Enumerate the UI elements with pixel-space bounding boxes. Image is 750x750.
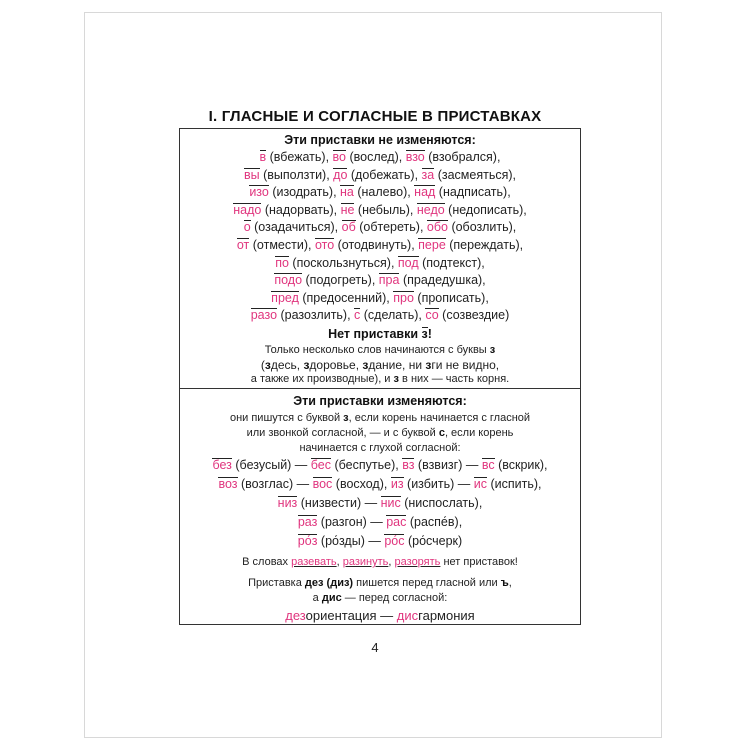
example: (отодвинуть), — [334, 238, 419, 252]
prefix: изо — [249, 185, 269, 200]
text: , если корень — [444, 427, 514, 439]
example: (предосенний), — [298, 290, 394, 305]
prefix: во — [332, 150, 346, 164]
prefix: без — [212, 458, 232, 472]
prefix: пере — [418, 238, 446, 252]
example: (обозлить), — [447, 220, 517, 235]
text: , — [388, 556, 395, 568]
example: (прадедушка), — [399, 273, 486, 288]
word: разинуть — [342, 556, 389, 568]
prefix: по — [275, 255, 289, 270]
example: (возглас) — — [237, 477, 313, 491]
example: гармония — [418, 608, 475, 623]
example: (разгон) — — [317, 515, 387, 529]
prefix: надо — [233, 202, 262, 217]
prefix-name: дис — [321, 592, 342, 604]
prefix: до — [333, 167, 348, 182]
prefix: вс — [481, 458, 495, 472]
example: (озадачиться), — [250, 220, 342, 235]
no-z-prefix-note — [179, 327, 581, 342]
s2-row-4 — [179, 515, 581, 530]
prefix: со — [425, 308, 439, 323]
prefix: вос — [312, 477, 333, 491]
prefix: из — [390, 477, 404, 491]
s2-row-2 — [179, 477, 581, 492]
note-text: Нет приставки — [328, 327, 422, 341]
s1-row-2 — [179, 168, 581, 183]
prefix: про — [393, 290, 414, 305]
s1-row-8 — [179, 273, 581, 288]
section2-header: Эти приставки изменяются: — [293, 394, 467, 408]
s1-text-2 — [179, 358, 581, 373]
s2-text-1 — [179, 411, 581, 426]
prefix: обо — [426, 220, 448, 235]
example: (испить), — [487, 477, 542, 491]
example: (небыль), — [354, 202, 417, 217]
text: , — [508, 577, 512, 589]
letter: з — [393, 373, 399, 385]
letter: з — [343, 412, 349, 424]
dez-example — [179, 608, 581, 623]
text: десь, — [270, 358, 304, 372]
letter: с — [438, 427, 445, 439]
s2-row-5 — [179, 534, 581, 549]
letter: з — [425, 358, 432, 372]
prefix: не — [340, 202, 355, 217]
prefix: с — [354, 308, 361, 323]
text: а также их производные), и — [250, 373, 394, 385]
prefix: ро́з — [297, 534, 318, 548]
example: (созвездие) — [438, 308, 510, 323]
example: (изодрать), — [268, 185, 341, 200]
example: (налево), — [353, 185, 415, 200]
letter: з — [489, 344, 496, 356]
letter-z: з — [421, 327, 428, 341]
note-text: ! — [427, 327, 432, 341]
prefix: разо — [250, 308, 278, 323]
example: (безусый) — — [231, 458, 311, 472]
prefix: от — [236, 238, 250, 252]
prefix: дис — [396, 608, 419, 623]
example: ориентация — — [305, 608, 397, 623]
text: В словах — [242, 556, 292, 568]
prefix: в — [259, 150, 267, 164]
prefix: ис — [473, 477, 487, 491]
prefix: вы — [243, 167, 260, 182]
example: (подтекст), — [418, 255, 485, 270]
prefix: ро́с — [384, 534, 405, 548]
text: доровье, — [309, 358, 363, 372]
prefix: вз — [402, 458, 415, 472]
prefix: над — [414, 185, 436, 200]
letter: з — [303, 358, 310, 372]
word: разевать — [291, 556, 337, 568]
text: а — [312, 592, 322, 604]
example: (восход), — [332, 477, 391, 491]
text: Приставка — [248, 577, 305, 589]
text: или звонкой согласной, — и с буквой — [246, 427, 439, 439]
prefix: пред — [271, 290, 299, 305]
prefix: под — [397, 255, 419, 270]
prefix: бес — [310, 458, 332, 472]
example: (вослед), — [345, 150, 406, 164]
example: (взвизг) — — [414, 458, 482, 472]
prefix: подо — [274, 273, 303, 288]
example: (взобрался), — [424, 150, 501, 164]
example: (надписать), — [435, 185, 511, 200]
no-prefix-note — [179, 555, 581, 570]
prefix: пра — [378, 273, 400, 288]
text: , — [336, 556, 343, 568]
s1-row-7 — [179, 256, 581, 271]
dez-note-1 — [179, 576, 581, 591]
example: (ниспослать), — [400, 496, 483, 510]
example: (вскрик), — [494, 458, 548, 472]
text: Только несколько слов начинаются с буквы — [264, 344, 490, 356]
example: (обтереть), — [355, 220, 427, 235]
example: (подогреть), — [302, 273, 379, 288]
s2-row-3 — [179, 496, 581, 511]
prefix: рас — [386, 515, 407, 529]
s1-text-3 — [179, 372, 581, 387]
text: нет приставок! — [440, 556, 518, 568]
s1-row-9 — [179, 291, 581, 306]
text: ги не видно, — [431, 358, 500, 372]
example: (сделать), — [360, 308, 426, 323]
prefix: об — [341, 220, 356, 235]
s2-row-1 — [179, 458, 581, 473]
text: пишется перед гласной или — [353, 577, 501, 589]
s1-row-4 — [179, 203, 581, 218]
dez-note-2 — [179, 591, 581, 606]
s1-row-10 — [179, 308, 581, 323]
example: (надорвать), — [261, 202, 341, 217]
prefix-name: дез (диз) — [304, 577, 354, 589]
prefix: низ — [277, 496, 298, 510]
prefix: о — [243, 220, 251, 235]
example: (выползти), — [259, 167, 334, 182]
s1-text-1 — [179, 343, 581, 358]
example: (распе́в), — [406, 515, 463, 529]
prefix: ото — [314, 238, 335, 252]
s1-row-1 — [179, 150, 581, 165]
example: (беспутье), — [331, 458, 403, 472]
word: разорять — [394, 556, 441, 568]
letter: з — [362, 358, 369, 372]
example: (ро́зды) — — [317, 534, 385, 548]
text: — перед согласной: — [341, 592, 448, 604]
text: , если корень начинается с гласной — [348, 412, 531, 424]
example: (разозлить), — [277, 308, 355, 323]
example: (засмеяться), — [434, 167, 516, 182]
example: (добежать), — [347, 167, 422, 182]
prefix: нис — [380, 496, 401, 510]
prefix: воз — [218, 477, 238, 491]
s1-row-3 — [179, 185, 581, 200]
example: (избить) — — [403, 477, 474, 491]
text: в них — часть корня. — [398, 373, 510, 385]
prefix: за — [421, 167, 435, 182]
s2-text-2 — [179, 426, 581, 441]
page-title: I. ГЛАСНЫЕ И СОГЛАСНЫЕ В ПРИСТАВКАХ — [208, 108, 542, 125]
section1-header: Эти приставки не изменяются: — [284, 133, 476, 147]
prefix: на — [340, 185, 354, 200]
table-divider — [179, 388, 581, 389]
example: (ро́счерк) — [404, 534, 463, 548]
example: (переждать), — [445, 238, 524, 252]
prefix: раз — [297, 515, 318, 529]
example: (прописать), — [413, 290, 489, 305]
text: они пишутся с буквой — [229, 412, 344, 424]
hard-sign: ъ — [500, 577, 509, 589]
prefix: недо — [416, 202, 445, 217]
s1-row-6 — [179, 238, 581, 253]
s1-row-5 — [179, 220, 581, 235]
letter: з — [264, 358, 271, 372]
text: ( — [260, 358, 265, 372]
prefix: взо — [405, 150, 425, 164]
example: (поскользнуться), — [288, 255, 398, 270]
example: (низвести) — — [297, 496, 381, 510]
s2-text-3: начинается с глухой согласной: — [299, 442, 461, 454]
example: (вбежать), — [266, 150, 333, 164]
example: (недописать), — [444, 202, 527, 217]
prefix: дез — [285, 608, 306, 623]
text: дание, ни — [368, 358, 426, 372]
example: (отмести), — [249, 238, 315, 252]
page-number: 4 — [371, 640, 379, 655]
